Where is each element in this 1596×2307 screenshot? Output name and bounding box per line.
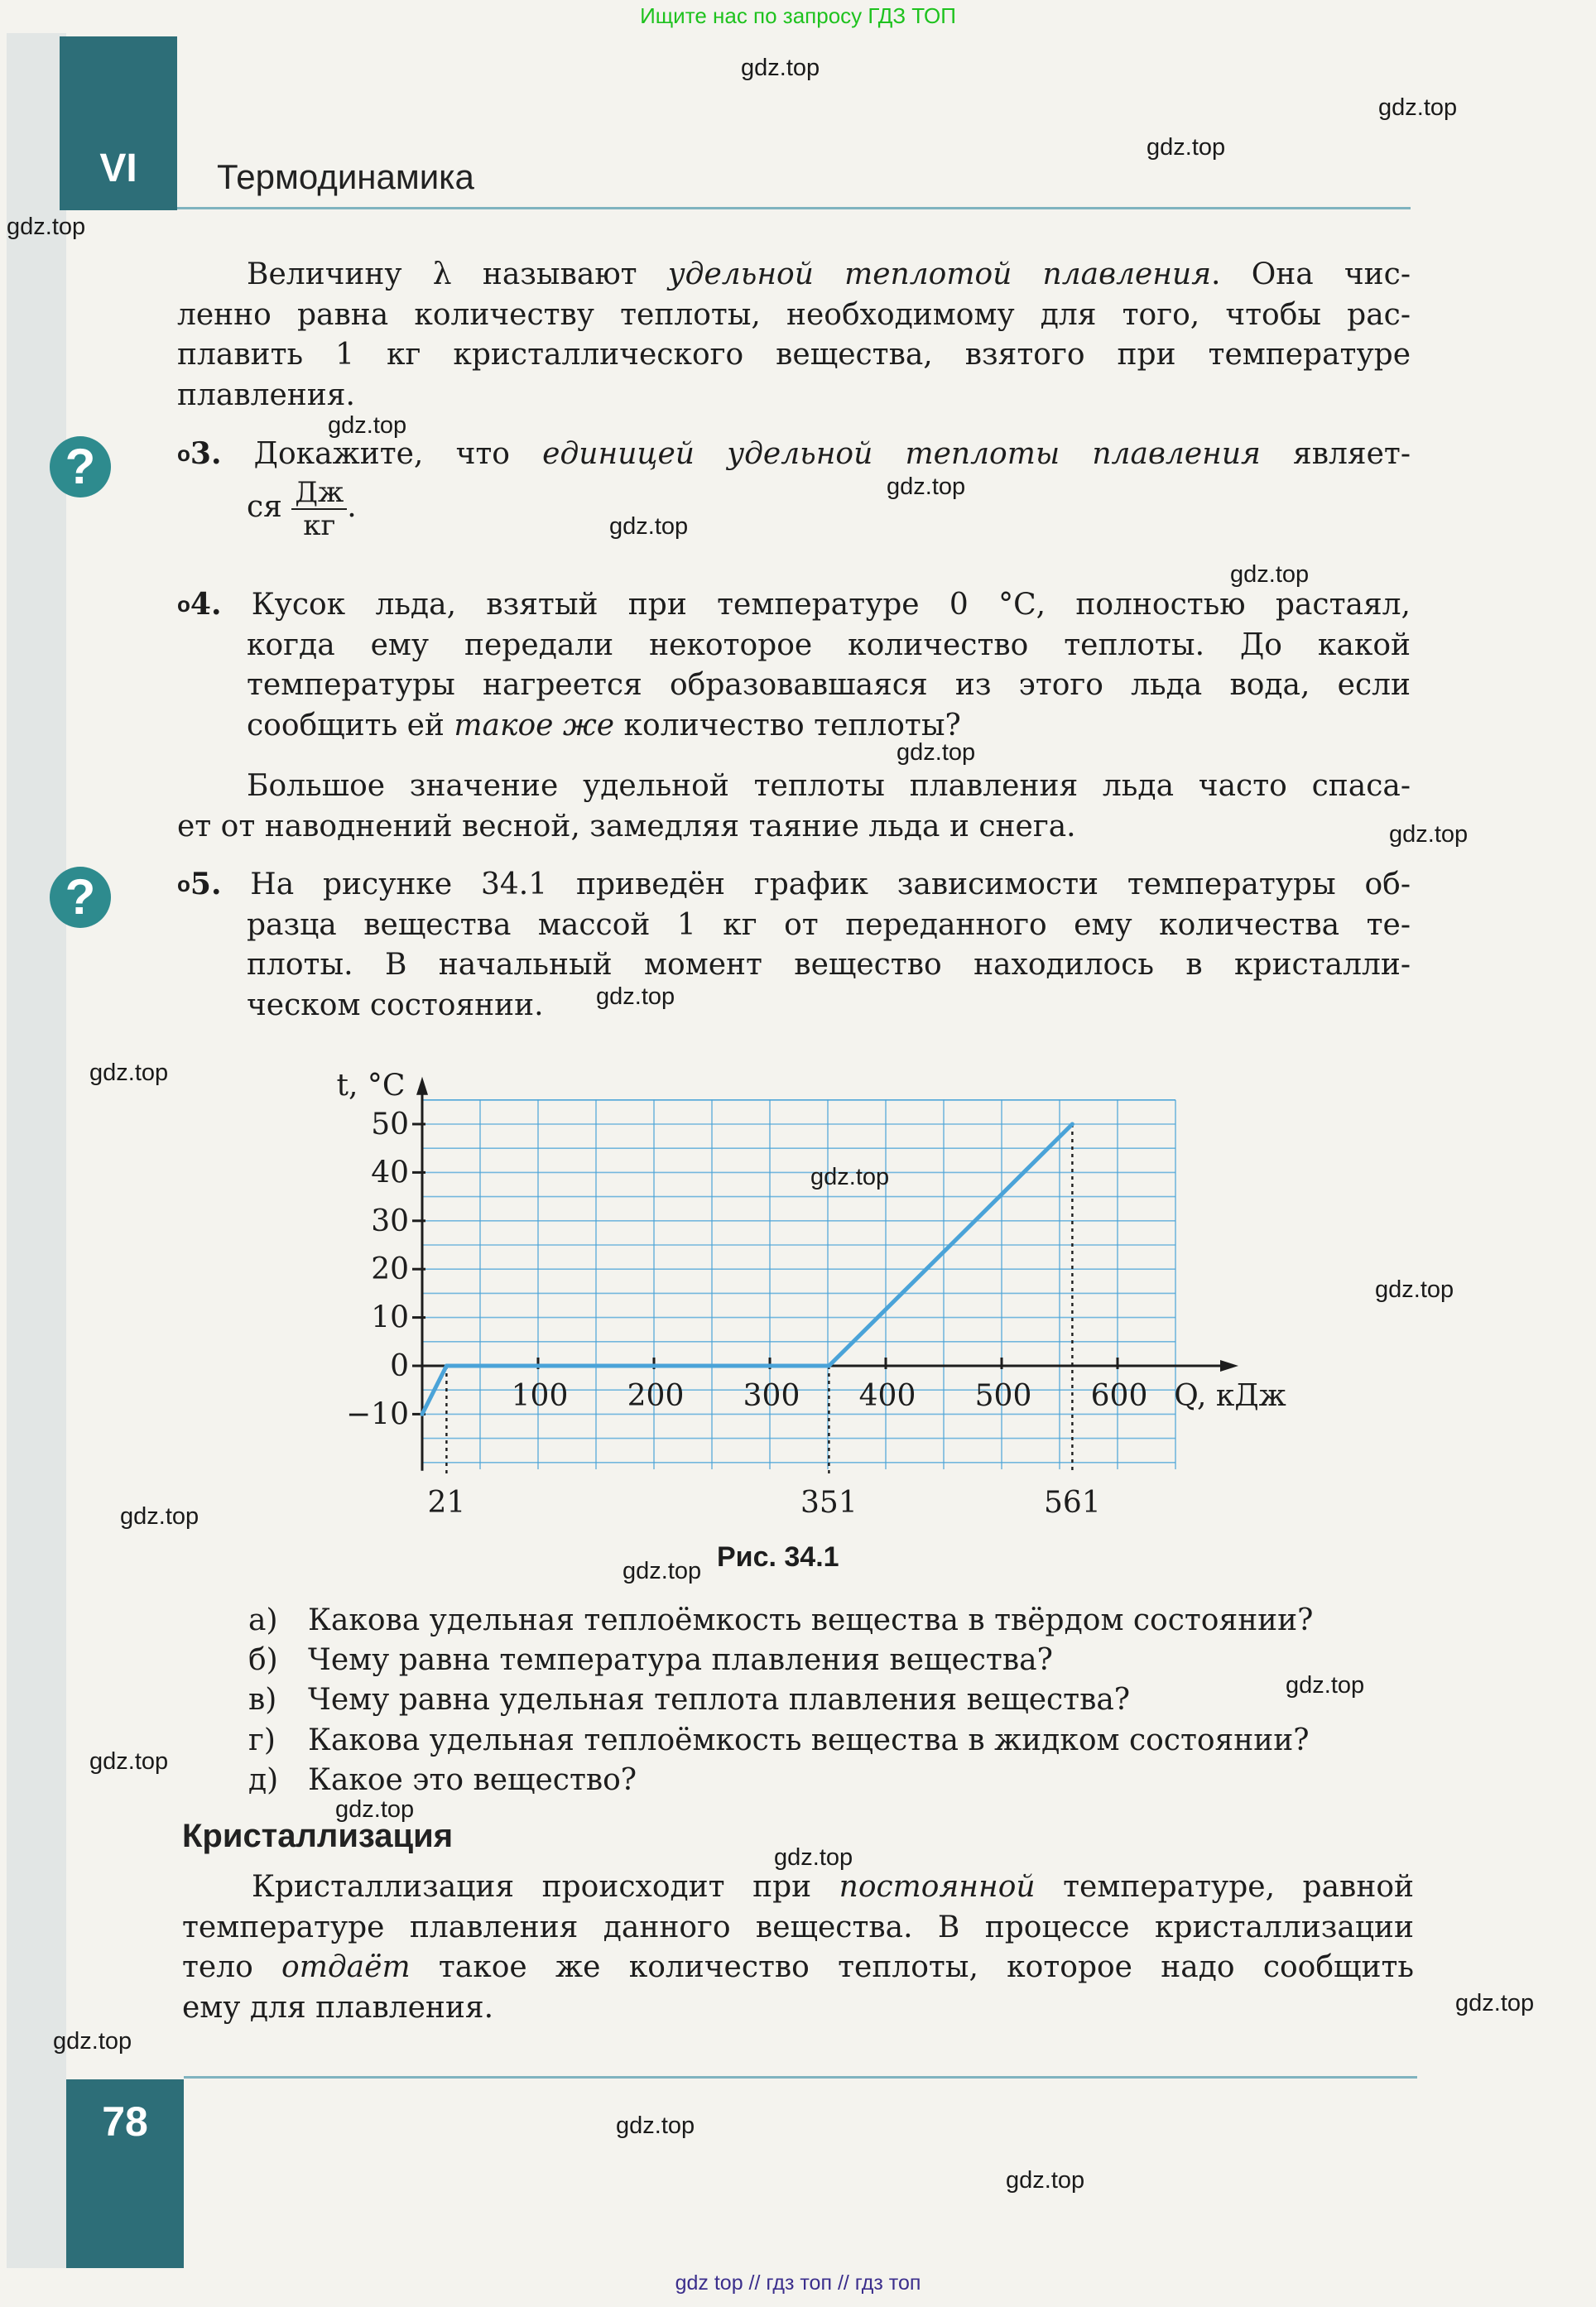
watermark: gdz.top <box>89 1060 169 1086</box>
footer-rule <box>184 2076 1417 2079</box>
question-5-line-3: плоты. В начальный момент вещество находилось в кристалли- <box>247 948 1411 982</box>
section-heading-crystallization: Кристаллизация <box>182 1818 454 1854</box>
header-rule <box>177 207 1411 209</box>
sub-question-c: в) Чему равна удельная теплота плавления вещества? <box>248 1683 1131 1717</box>
question-icon: ? <box>50 867 111 928</box>
question-5-line-4: ческом состоянии. <box>247 988 544 1022</box>
top-banner[interactable]: Ищите нас по запросу ГДЗ ТОП <box>640 3 956 28</box>
y-tick-label: 20 <box>371 1252 409 1287</box>
watermark: gdz.top <box>1230 561 1310 588</box>
temperature-chart <box>331 1039 1286 1520</box>
question-4 <box>177 584 1411 746</box>
sub-question-e: д) Какое это вещество? <box>248 1763 637 1797</box>
chapter-number: VI <box>99 147 137 190</box>
intro-line-3: плавить 1 кг кристаллического вещества, взятого при температуре <box>177 338 1411 372</box>
series-point <box>1070 1122 1074 1127</box>
question-5 <box>177 864 1411 1026</box>
y-tick-label: 50 <box>371 1108 409 1141</box>
intro-line-1: Величину λ называют удельной теплотой плавления. Она чис- <box>247 257 1411 291</box>
watermark: gdz.top <box>609 513 689 540</box>
x-tick-label: 400 <box>858 1379 916 1413</box>
watermark: gdz.top <box>810 1164 890 1190</box>
y-tick-label: 30 <box>371 1204 409 1238</box>
x-axis-title: Q, кДж <box>1174 1379 1286 1413</box>
watermark: gdz.top <box>774 1844 853 1871</box>
y-tick-label: 40 <box>371 1156 409 1190</box>
watermark: gdz.top <box>741 55 820 81</box>
question-5-line-1: $^о$5. На рисунке 34.1 приведён график зависимости температуры об- <box>177 867 1411 901</box>
sub-question-a: а) Какова удельная теплоёмкость вещества в твёрдом состоянии? <box>248 1603 1314 1637</box>
watermark: gdz.top <box>623 1558 702 1584</box>
x-tick-label: 600 <box>1090 1379 1148 1413</box>
series-point <box>827 1364 831 1368</box>
x-tick-label: 100 <box>511 1379 569 1413</box>
x-axis-arrow <box>1220 1360 1238 1372</box>
question-4-line-4: сообщить ей такое же количество теплоты? <box>247 708 961 743</box>
question-4-line-1: $^о$4. Кусок льда, взятый при температуре 0 °С, полностью растаял, <box>177 587 1411 622</box>
series-point <box>445 1364 449 1368</box>
intro-line-2: ленно равна количеству теплоты, необходимому для того, чтобы рас- <box>177 297 1411 332</box>
intro-line-4: плавления. <box>177 377 355 412</box>
marked-x-label: 21 <box>427 1486 466 1520</box>
sub-question-b: б) Чему равна температура плавления вещества? <box>248 1642 1053 1677</box>
watermark: gdz.top <box>1147 134 1226 161</box>
crystallization-line-3: тело отдаёт такое же количество теплоты, которое надо сообщить <box>182 1950 1414 1984</box>
watermark: gdz.top <box>120 1503 200 1530</box>
watermark: gdz.top <box>89 1748 169 1775</box>
flood-paragraph <box>177 767 1411 847</box>
question-icon: ? <box>50 436 111 497</box>
question-4-line-2: когда ему передали некоторое количество теплоты. До какой <box>247 627 1411 662</box>
y-axis-arrow <box>416 1077 428 1095</box>
question-3-line-2: ся $\frac{Дж}{кг}$ . <box>247 475 357 542</box>
crystallization-line-4: ему для плавления. <box>182 1990 494 2025</box>
watermark: gdz.top <box>596 983 675 1010</box>
figure-caption: Рис. 34.1 <box>717 1541 839 1573</box>
chart-svg <box>331 1039 1286 1520</box>
watermark: gdz.top <box>887 473 966 500</box>
watermark: gdz.top <box>1389 821 1469 848</box>
crystallization-line-1: Кристаллизация происходит при постоянной температуре, равной <box>252 1870 1414 1904</box>
watermark: gdz.top <box>53 2028 132 2055</box>
flood-line-2: ет от наводнений весной, замедляя таяние льда и снега. <box>177 809 1076 843</box>
watermark: gdz.top <box>7 214 86 240</box>
x-tick-label: 200 <box>627 1379 685 1413</box>
watermark: gdz.top <box>897 739 976 766</box>
x-tick-label: 300 <box>743 1379 800 1413</box>
intro-paragraph <box>177 255 1411 416</box>
chapter-title: Термодинамика <box>217 157 474 196</box>
footer-links[interactable]: gdz top // гдз топ // гдз топ <box>675 2271 921 2295</box>
crystallization-paragraph <box>182 1867 1414 2028</box>
series-point <box>421 1412 425 1416</box>
sub-question-d: г) Какова удельная теплоёмкость вещества в жидком состоянии? <box>248 1723 1310 1757</box>
flood-line-1: Большое значение удельной теплоты плавления льда часто спаса- <box>247 769 1411 803</box>
watermark: gdz.top <box>1006 2167 1085 2194</box>
watermark: gdz.top <box>1286 1672 1365 1699</box>
marked-x-label: 351 <box>800 1486 858 1520</box>
marked-x-label: 561 <box>1044 1486 1101 1520</box>
watermark: gdz.top <box>616 2112 695 2139</box>
y-tick-label: −10 <box>346 1397 409 1432</box>
page-margin-strip <box>7 33 66 2268</box>
crystallization-line-2: температуре плавления данного вещества. В процессе кристаллизации <box>182 1910 1414 1944</box>
question-3-line-1: $^о$3. Докажите, что единицей удельной теплоты плавления являет- <box>177 436 1411 471</box>
watermark: gdz.top <box>328 412 407 439</box>
question-4-line-3: температуры нагреется образовавшаяся из этого льда вода, если <box>247 668 1411 702</box>
y-tick-label: 0 <box>390 1349 409 1383</box>
watermark: gdz.top <box>1378 94 1458 121</box>
x-tick-label: 500 <box>974 1379 1032 1413</box>
watermark: gdz.top <box>1375 1276 1454 1303</box>
question-5-line-2: разца вещества массой 1 кг от переданного ему количества те- <box>247 907 1411 942</box>
watermark: gdz.top <box>1455 1990 1535 2016</box>
page-number: 78 <box>102 2098 148 2145</box>
y-axis-title: t, °С <box>336 1068 406 1103</box>
sub-questions <box>248 1601 1424 1801</box>
y-tick-label: 10 <box>371 1300 409 1335</box>
unit-fraction: $\frac{Дж}{кг}$ <box>291 477 347 541</box>
question-3 <box>177 434 1411 541</box>
watermark: gdz.top <box>335 1796 415 1823</box>
